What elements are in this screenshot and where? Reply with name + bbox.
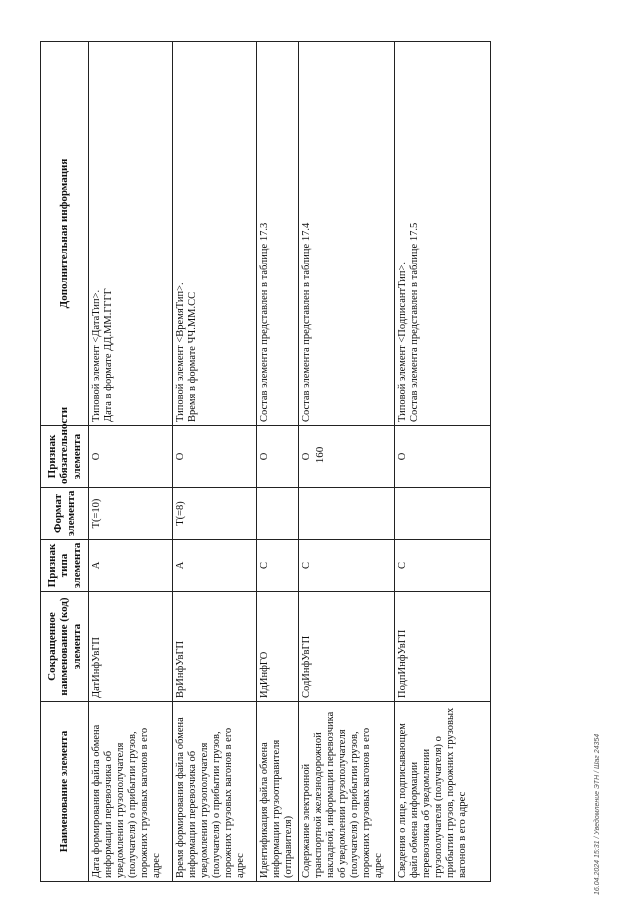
cell-required: О [299,426,395,488]
table-header-row [41,42,89,882]
cell-code: ВрИнфУвГП [173,592,257,702]
cell-info [257,42,299,426]
cell-name: Содержание электронной транспортной железнодорожной накладной, информации перевозчика об уведомлении грузополучателя (получателя) о прибытии грузов, порожних грузовых вагонов в его адрес [299,702,395,882]
cell-format: T(=10) [89,488,173,540]
cell-type: А [89,540,173,592]
rotated-page-content [40,42,620,882]
cell-code: СодИнфУвГП [299,592,395,702]
cell-name: Время формирования файла обмена информации перевозчика об уведомлении грузополучателя (получателя) о прибытии грузов, порожних грузовых вагонов в его адрес [173,702,257,882]
info-line: Состав элемента представлен в таблице 17.4 [301,222,312,422]
cell-name: Сведения о лице, подписывающем файл обмена информации перевозчика об уведомлении грузополучателя (получателя) о прибытии грузов, порожних грузовых вагонов в его адрес [395,702,491,882]
table-row [299,42,395,882]
info-line: Типовой элемент <ВремяТип>. [175,282,186,422]
table-row [89,42,173,882]
cell-code: ДатИнфУвГП [89,592,173,702]
header-element-name: Наименование элемента [41,702,89,882]
cell-code: ПодпИнфУвГП [395,592,491,702]
cell-type: А [173,540,257,592]
cell-name: Дата формирования файла обмена информации перевозчика об уведомлении грузополучателя (получателя) о прибытии грузов, порожних грузовых вагонов в его адрес [89,702,173,882]
cell-format [257,488,299,540]
info-line: Время в формате ЧЧ.ММ.СС [187,291,199,422]
header-element-required: Признак обязательности элемента [41,426,89,488]
document-footer-note: 16.04.2024 15:31 / Уведомление ЭТН / Шаг 24354 [594,733,601,895]
cell-required: О [257,426,299,488]
table-row [395,42,491,882]
cell-info [89,42,173,426]
cell-type: С [257,540,299,592]
header-element-code: Сокращенное наименование (код) элемента [41,592,89,702]
cell-info [395,42,491,426]
element-table [40,41,491,882]
header-element-format: Формат элемента [41,488,89,540]
cell-format: T(=8) [173,488,257,540]
header-additional-info: Дополнительная информация [41,42,89,426]
cell-format [395,488,491,540]
header-element-type: Признак типа элемента [41,540,89,592]
table-row [173,42,257,882]
info-line: Типовой элемент <ПодписантТип>. [397,261,408,422]
cell-name: Идентификация файла обмена информации грузоотправителя (отправителя) [257,702,299,882]
cell-required: О [173,426,257,488]
cell-info [173,42,257,426]
cell-required: О [89,426,173,488]
cell-required: О [395,426,491,488]
cell-code: ИдИнфГО [257,592,299,702]
info-line: Дата в формате ДД.ММ.ГГГГ [103,288,115,422]
table-row [257,42,299,882]
info-line: Типовой элемент <ДатаТип>. [91,289,102,422]
cell-info [299,42,395,426]
cell-type: С [395,540,491,592]
page-number: 160 [314,446,326,464]
info-line: Состав элемента представлен в таблице 17.5 [409,222,421,422]
info-line: Состав элемента представлен в таблице 17.3 [259,222,270,422]
cell-type: С [299,540,395,592]
cell-format [299,488,395,540]
